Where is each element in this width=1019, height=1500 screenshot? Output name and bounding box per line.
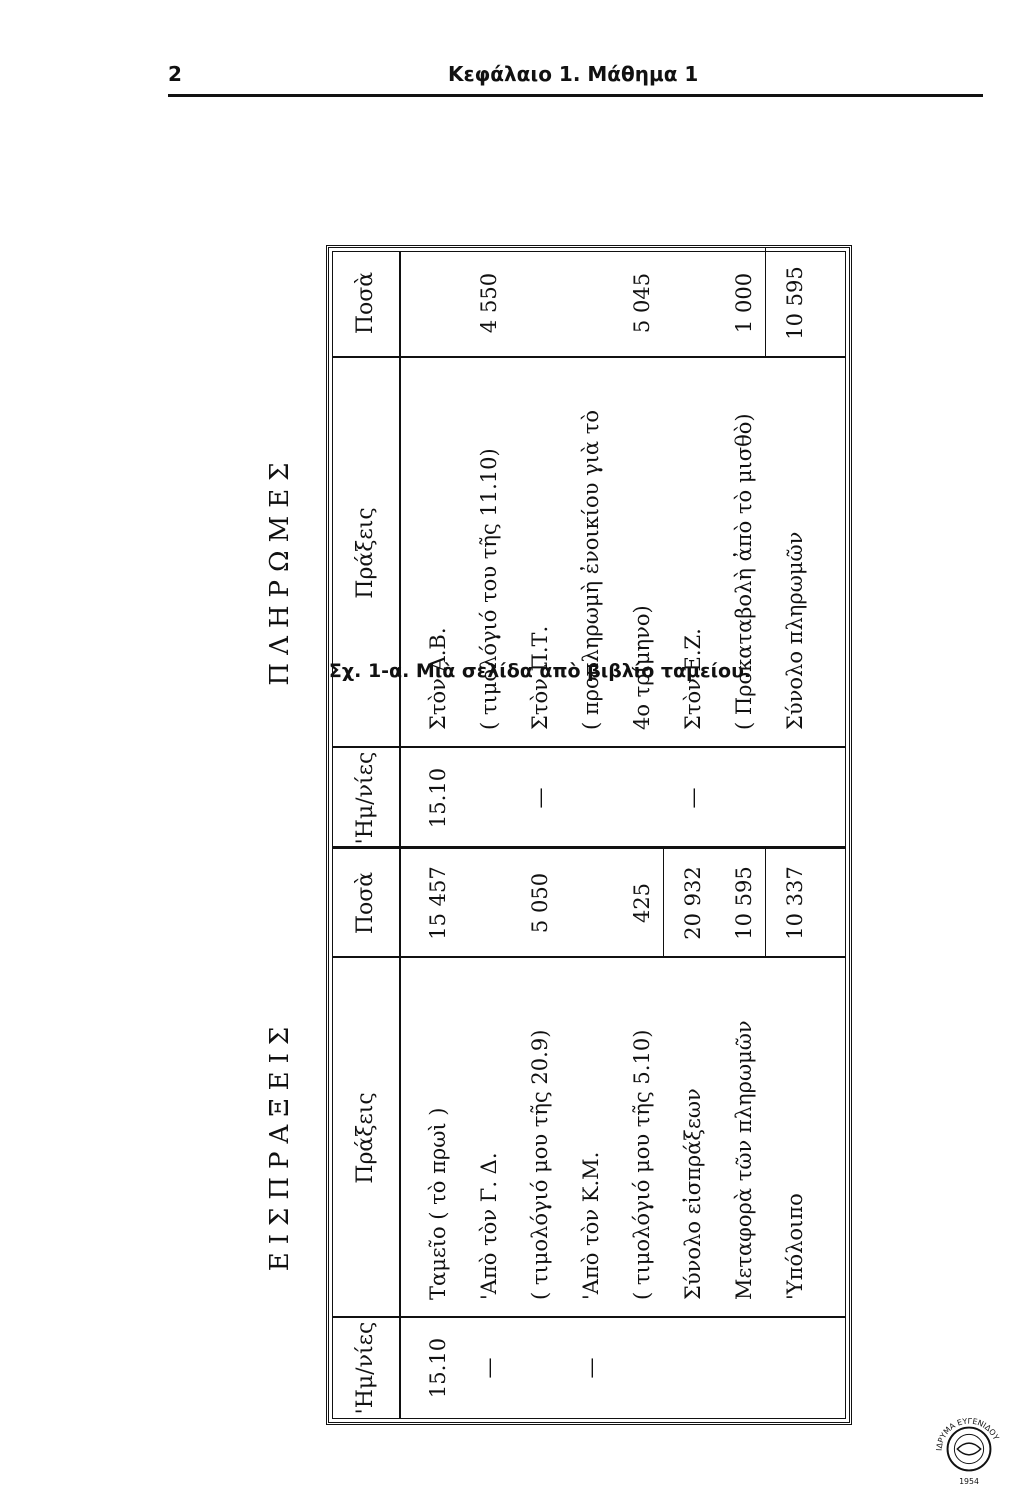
receipts-row-date: — xyxy=(477,1357,501,1379)
payments-row-text: ( τιμολόγιό του τῆς 11.10) xyxy=(477,448,501,730)
receipts-row-text: Ταμεῖο ( τὸ πρωὶ ) xyxy=(426,1107,450,1300)
payments-row-date: — xyxy=(528,787,552,809)
payments-row-amount xyxy=(570,248,612,358)
payments-row-amount xyxy=(672,248,714,358)
header-rule xyxy=(168,94,983,97)
payments-row-amount: 5 045 xyxy=(630,272,654,334)
page-header xyxy=(168,60,983,98)
receipts-row-amount: 10 595 xyxy=(723,848,766,958)
page-number: 2 xyxy=(168,62,182,86)
payments-row-date xyxy=(570,748,612,848)
payments-date-header: 'Ημ/νίες xyxy=(353,751,378,845)
payments-row-amount xyxy=(417,248,459,358)
payments-row-amount: 4 550 xyxy=(477,272,501,334)
payments-row-text: Στὸν Α.Β. xyxy=(426,627,450,730)
payments-row-text: 4ο τρίμηνο) xyxy=(630,605,654,730)
seal-year: 1954 xyxy=(959,1477,979,1487)
receipts-row-text: 'Υπόλοιπο xyxy=(783,1193,807,1300)
payments-row-amount xyxy=(519,248,561,358)
receipts-row-text: ( τιμολόγιό μου τῆς 20.9) xyxy=(528,1029,552,1300)
cash-book-table-inner xyxy=(332,251,846,1419)
foundation-seal xyxy=(930,1410,1008,1488)
seal-inner-ring xyxy=(954,1434,983,1463)
payments-transactions-header: Πράξεις xyxy=(353,507,378,599)
receipts-row-date xyxy=(621,1318,663,1418)
figure-caption: Σχ. 1-α. Μιὰ σελίδα ἀπὸ βιβλίο ταμείου. xyxy=(328,660,752,682)
receipts-row-date xyxy=(519,1318,561,1418)
receipts-row-date: — xyxy=(579,1357,603,1379)
receipts-row-text: 'Απὸ τὸν Κ.Μ. xyxy=(579,1151,603,1300)
receipts-row-text: ( τιμολόγιό μου τῆς 5.10) xyxy=(630,1029,654,1300)
payments-row-date: 15.10 xyxy=(426,767,450,829)
payments-row-date xyxy=(723,748,765,848)
receipts-title: ΕΙΣΠΡΑΞΕΙΣ xyxy=(265,1018,295,1272)
receipts-row-amount: 10 337 xyxy=(783,866,807,940)
payments-row-text: ( Προκαταβολὴ ἀπὸ τὸ μισθὸ) xyxy=(732,413,756,730)
receipts-row-amount: 15 457 xyxy=(426,866,450,940)
rotated-ledger xyxy=(260,200,1000,1470)
receipts-row-text: Μεταφορὰ τῶν πληρωμῶν xyxy=(732,1020,756,1300)
receipts-row-date xyxy=(774,1318,816,1418)
receipts-row-date xyxy=(723,1318,765,1418)
header-divider xyxy=(399,252,401,1418)
receipts-row-amount: 425 xyxy=(621,848,664,958)
receipts-date-header: 'Ημ/νίες xyxy=(353,1321,378,1415)
receipts-row-date xyxy=(672,1318,714,1418)
receipts-row-amount: 20 932 xyxy=(681,866,705,940)
running-title: Κεφάλαιο 1. Μάθημα 1 xyxy=(448,62,699,86)
receipts-amount-header: Ποσὰ xyxy=(353,871,378,935)
payments-row-text: Στὸν Ε.Ζ. xyxy=(681,628,705,730)
payments-row-text: Σύνολο πληρωμῶν xyxy=(783,531,807,730)
payments-row-date xyxy=(621,748,663,848)
payments-row-amount: 10 595 xyxy=(783,266,807,340)
payments-row-text: Στὸν Π.Τ. xyxy=(528,625,552,730)
seal-text: ΙΔΡΥΜΑ ΕΥΓΕΝΙΔΟΥ xyxy=(934,1416,1001,1452)
receipts-transactions-header: Πράξεις xyxy=(353,1092,378,1184)
seal-emblem-icon xyxy=(957,1443,980,1455)
receipts-row-text: 'Απὸ τὸν Γ. Δ. xyxy=(477,1152,501,1300)
receipts-row-date: 15.10 xyxy=(426,1337,450,1399)
payments-row-amount: 1 000 xyxy=(723,248,766,358)
receipts-row-amount xyxy=(468,848,510,958)
payments-row-date: — xyxy=(681,787,705,809)
receipts-row-text: Σύνολο εἰσπράξεων xyxy=(681,1088,705,1300)
payments-row-text: ( προπληρωμὴ ἐνοικίου γιὰ τὸ xyxy=(579,410,603,730)
cash-book-table xyxy=(326,245,852,1425)
payments-row-date xyxy=(468,748,510,848)
receipts-row-amount: 5 050 xyxy=(528,872,552,934)
receipts-row-amount xyxy=(570,848,612,958)
payments-row-date xyxy=(774,748,816,848)
payments-title: ΠΛΗΡΩΜΕΣ xyxy=(265,454,295,686)
payments-amount-header: Ποσὰ xyxy=(353,271,378,335)
